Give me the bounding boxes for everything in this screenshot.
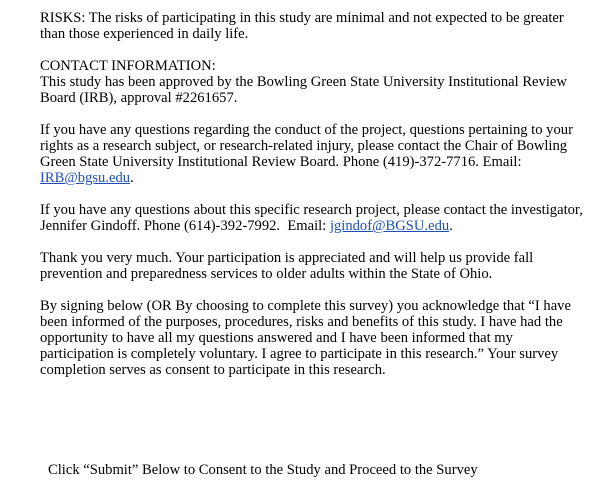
questions-conduct-paragraph (40, 122, 612, 186)
investigator-contact-text: Jennifer Gindoff. Phone (614)-392-7992. Email: (40, 218, 330, 234)
consent-document (40, 10, 612, 394)
contact-paragraph (40, 58, 612, 106)
investigator-email-suffix: . (449, 218, 453, 234)
consent-line-1: By signing below (OR By choosing to complete this survey) you acknowledge that “I have (40, 298, 571, 314)
questions-conduct-line-2: rights as a research subject, or research-related injury, please contact the Chair of Bowling (40, 138, 568, 154)
questions-conduct-line-4 (40, 170, 612, 186)
contact-line-2: Board (IRB), approval #2261657. (40, 90, 238, 106)
consent-line-3: opportunity to have all my questions answered and I have been informed that my (40, 330, 513, 346)
thanks-paragraph (40, 250, 612, 282)
consent-line-2: been informed of the purposes, procedures, risks and benefits of this study. I have had the (40, 314, 563, 330)
irb-email-link[interactable]: IRB@bgsu.edu (40, 170, 131, 186)
contact-heading: CONTACT INFORMATION: (40, 58, 216, 74)
submit-instruction: Click “Submit” Below to Consent to the Study and Proceed to the Survey (48, 462, 478, 478)
thanks-line-2: prevention and preparedness services to older adults within the State of Ohio. (40, 266, 493, 282)
questions-project-line-2 (40, 218, 612, 234)
questions-project-line-1: If you have any questions about this specific research project, please contact the investigator, (40, 202, 583, 218)
questions-conduct-line-3: Green State University Institutional Review Board. Phone (419)-372-7716. Email: (40, 154, 522, 170)
questions-project-paragraph (40, 202, 612, 234)
consent-line-4: participation is completely voluntary. I agree to participate in this research.” Your survey (40, 346, 559, 362)
consent-line-5: completion serves as consent to participate in this research. (40, 362, 386, 378)
irb-email-suffix: . (130, 170, 134, 186)
consent-paragraph (40, 298, 612, 378)
risks-line-2: than those experienced in daily life. (40, 26, 249, 42)
thanks-line-1: Thank you very much. Your participation is appreciated and will help us provide fall (40, 250, 534, 266)
contact-line-1: This study has been approved by the Bowling Green State University Institutional Review (40, 74, 567, 90)
questions-conduct-line-1: If you have any questions regarding the conduct of the project, questions pertaining to your (40, 122, 573, 138)
risks-line-1: RISKS: The risks of participating in this study are minimal and not expected to be greater (40, 10, 564, 26)
risks-paragraph (40, 10, 612, 42)
investigator-email-link[interactable]: jgindof@BGSU.edu (329, 218, 450, 234)
